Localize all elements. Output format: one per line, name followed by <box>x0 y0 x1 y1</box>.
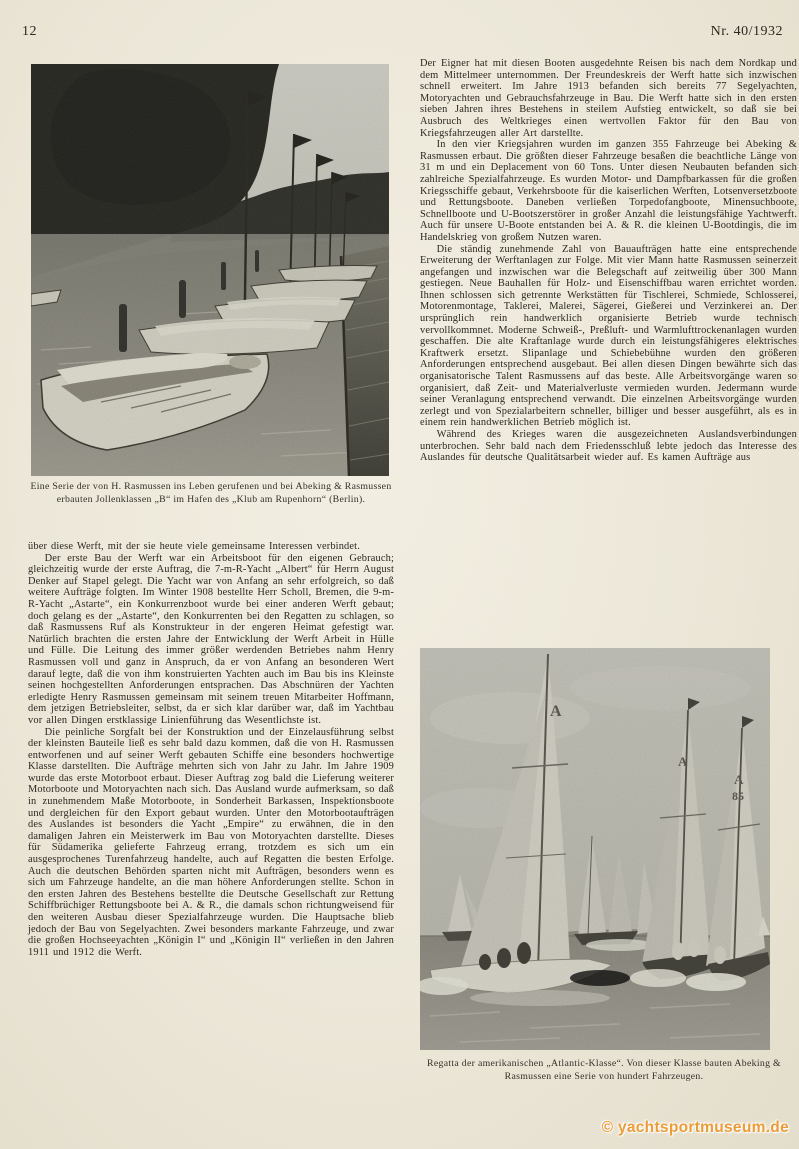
paragraph: Die peinliche Sorgfalt bei der Konstruktion und der Einzelausführung selbst der kleinsten Bauteile ließ es sehr bald dazu kommen, daß die von H. Rasmussen entworfenen und auf seiner Werft gebauten Schiffe eine besonders hochwertige Klasse darstellten. Die Aufträge mehrten sich von Jahr zu Jahr. Im Jahre 1909 wurde das erste Motorboot erbaut. Dieser Auftrag zog bald die Lieferung weiterer Motorboote und Motoryachten nach sich. Das Ausland wurde aufmerksam, so daß in zunehmendem Maße Motorboote, in Sonderheit Barkassen, Inspektionsboote und dergleichen für den Export gebaut wurden. Unter den Motorbootaufträgen des Auslandes ist besonders die Yacht „Empire“ zu erwähnen, die in den damaligen Jahren ein Meisterwerk im Bau von Motoryachten darstellte. Dieses für Südamerika gelieferte Fahrzeug errang, trotzdem es sich um ein ausgesprochenes Turenfahrzeug handelte, auch auf Regatten die besten Erfolge. Auch die deutschen Behörden sparten nicht mit Aufträgen, besonders wenn es sich um Fahrzeuge handelte, an die man höhere Anforderungen stellte. Schon in den ersten Jahren des Bestehens bestellte die Deutsche Gesellschaft zur Rettung Schiffbrüchiger Rettungsboote bei A. & R., die damals schon richtungweisend für den weiteren Ausbau dieser Spezialfahrzeuge wurden. Die Hauptsache blieb jedoch der Bau von Segelyachten. Zwei besonders markante Fahrzeuge, und zwar die großen Hochseeyachten „Königin I“ und „Königin II“ verließen in den Jahren 1911 und 1912 die Werft. <box>28 726 394 958</box>
sail-number: 85 <box>732 789 744 803</box>
page-number: 12 <box>22 24 37 39</box>
paragraph: Die ständig zunehmende Zahl von Bauaufträgen hatte eine entsprechende Erweiterung der Werftanlagen zur Folge. Mit vier Mann hatte Rasmussen seinerzeit angefangen und inzwischen war die Belegschaft auf zeitweilig über 300 Mann gestiegen. Neue Bauhallen für Holz- und Eisenschiffbau waren errichtet worden. Ihnen schlossen sich getrennte Werkstätten für Tischlerei, Schmiede, Schlosserei, Motorenmontage, Taklerei, Malerei, Sägerei, Gießerei und Verzinkerei an. Der ursprünglich rein handwerklich organisierte Betrieb wurde technisch vervollkommnet. Moderne Schweiß-, Preßluft- und Warmlufttrockenanlagen wurden geschaffen. Die alte Kraftanlage wurde durch ein leistungsfähigeres elektrisches Kraftwerk ersetzt. Slipanlage und Schiebebühne wurden den größeren Anforderungen entsprechend ausgebaut. Bei allen diesen Dingen bewährte sich das organisatorische Talent Rasmussens auf das beste. Alle Arbeitsvorgänge waren so organisiert, daß Zeit- und Materialverluste vermieden wurden. Jedermann wurde seiner Veranlagung entsprechend verwandt. Die einzelnen Arbeitsvorgänge wurden zerlegt und von Spezialarbeitern schneller, billiger und besser ausgeführt, als es in einem rein handwerklichen Betrieb möglich ist. <box>420 243 797 429</box>
left-photo-caption: Eine Serie der von H. Rasmussen ins Leben gerufenen und bei Abeking & Rasmussen erbauten Jollenklassen „B“ im Hafen des „Klub am Rupenhorn“ (Berlin). <box>30 481 392 505</box>
regatta-photo <box>420 648 770 1050</box>
watermark: © yachtsportmuseum.de <box>601 1119 789 1136</box>
paragraph: Der erste Bau der Werft war ein Arbeitsboot für den eigenen Gebrauch; gleichzeitig wurde der erste Auftrag, die 7-m-R-Yacht „Albert“ für Herrn August Denker auf Stapel gelegt. Die Yacht war von Anfang an sehr erfolgreich, so daß weitere Aufträge folgten. Im Winter 1908 bestellte Herr Scholl, Bremen, die 9-m-R-Yacht „Astarte“, ein Konkurrenzboot wurde bei einer anderen Werft gebaut; doch gelang es der „Astarte“, den Konkurrenten bei den Regatten zu schlagen, so daß Rasmussens Ruf als Konstrukteur in der engeren Heimat gefestigt war. Natürlich brachten die ersten Jahre der Entwicklung der Werft Arbeit in Hülle und Fülle. Die Leitung des immer größer werdenden Betriebes nahm Henry Rasmussen voll und ganz in Anspruch, da er von Anfang an besonderen Wert darauf legte, daß die von ihm konstruierten Yachten auch im Bau bis ins Kleinste seinen hochgestellten Anforderungen entsprachen. Das Abschnüren der Yachten erledigte Henry Rasmussen gemeinsam mit seinem treuen Mitarbeiter Hoffmann, dem jetzigen Betriebsleiter, selbst, da er sich klar darüber war, daß im Yachtbau vor allen Dingen erstklassige Linienführung das Wesentlichste ist. <box>28 552 394 726</box>
sail-letter: A <box>678 754 688 769</box>
regatta-photo-caption: Regatta der amerikanischen „Atlantic-Klasse“. Von dieser Klasse bauten Abeking & Rasmussen eine Serie von hundert Fahrzeugen. <box>427 1058 781 1082</box>
issue-number: Nr. 40/1932 <box>710 24 783 39</box>
paragraph: über diese Werft, mit der sie heute viele gemeinsame Interessen verbindet. <box>28 541 360 552</box>
paragraph: Während des Krieges waren die ausgezeichneten Auslandsverbindungen unterbrochen. Sehr bald nach dem Friedensschluß lebte jedoch das Interesse des Auslandes für deutsche Qualitätsarbeit wieder auf. Es kamen Aufträge aus <box>420 429 797 464</box>
right-text-column <box>420 58 797 650</box>
left-text-column <box>28 541 394 1121</box>
sail-letter: A <box>550 703 562 720</box>
regatta-photo-illustration <box>420 648 770 1050</box>
jetty-photo-illustration <box>31 64 389 476</box>
left-photo <box>31 64 389 476</box>
paragraph: In den vier Kriegsjahren wurden im ganzen 355 Fahrzeuge bei Abeking & Rasmussen erbaut. Die größten dieser Fahrzeuge besaßen die beachtliche Länge von 31 m und ein Deplacement von 60 Tons. Unter diesen Neubauten befanden sich zahlreiche Spezialfahrzeuge. Es wurden Motor- und Dampfbarkassen für die großen Kriegsschiffe gebaut, Verkehrsboote für die kaiserlichen Werften, Lotsenversetzboote und Rettungsboote. Daneben verließen Torpedofangboote, Minensuchboote, Schnellboote und U-Bootszerstörer in großer Anzahl die leistungsfähige Yachtwerft. Auch für unsere U-Boote entstanden bei A. & R. die kleinen U-Bootdingis, die im Handelskrieg von großem Nutzen waren. <box>420 139 797 243</box>
paragraph: Der Eigner hat mit diesen Booten ausgedehnte Reisen bis nach dem Nordkap und dem Mittelmeer unternommen. Der Freundeskreis der Werft hatte sich inzwischen schnell erweitert. Im Jahre 1913 befanden sich bereits 77 Segelyachten, Motoryachten und Gebrauchsfahrzeuge in Bau. Die Werft hatte sich in den ersten sieben Jahren ihres Bestehens in steilem Aufstieg entwickelt, so daß sie bei Ausbruch des Weltkrieges einen wertvollen Faktor für den Bau von Kriegsfahrzeugen aller Art darstellte. <box>420 58 797 139</box>
sail-letter: A <box>734 772 744 787</box>
